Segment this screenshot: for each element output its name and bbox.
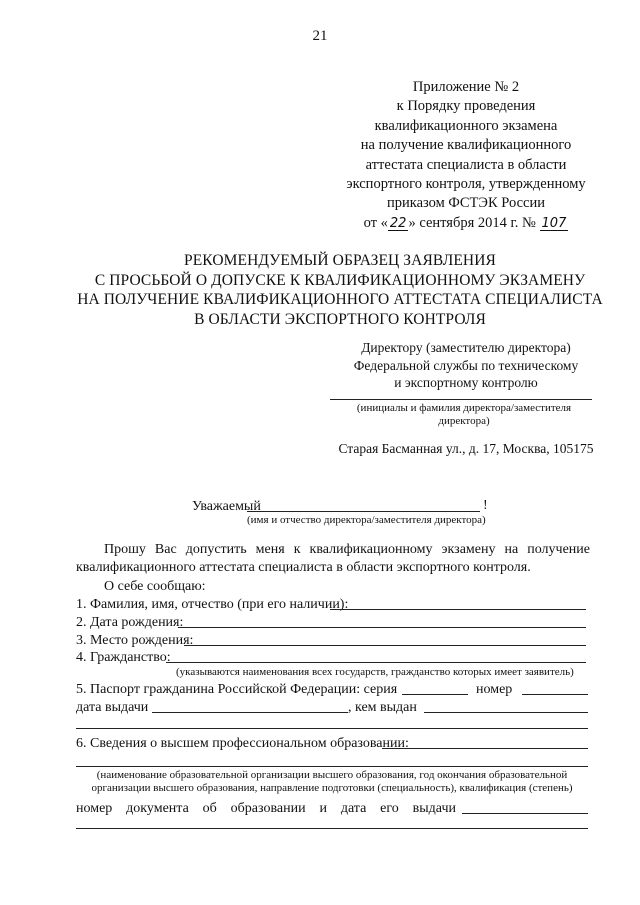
title-line: С ПРОСЬБОЙ О ДОПУСКЕ К КВАЛИФИКАЦИОННОМУ ЭКЗАМЕНУ (94, 271, 586, 289)
salutation-word: Уважаемый (192, 499, 261, 514)
order-number-handwritten: 107 (541, 215, 567, 231)
annex-line: экспортного контроля, утвержденному (346, 176, 586, 193)
education-document-line[interactable] (462, 813, 588, 814)
field-citizenship-line[interactable] (166, 662, 586, 663)
field-education-line-2[interactable] (76, 766, 588, 767)
salutation-hint: (имя и отчество директора/заместителя директора) (247, 514, 486, 526)
annex-line: Приложение № 2 (412, 79, 520, 95)
date-middle: » сентября 2014 г. № (408, 214, 536, 231)
salutation-exclamation: ! (483, 498, 488, 513)
passport-number-label: номер (476, 682, 513, 697)
document-title (40, 251, 640, 329)
passport-number-line[interactable] (522, 694, 588, 695)
passport-issued-by-line-2[interactable] (76, 728, 588, 729)
passport-issued-by-label: , кем выдан (348, 700, 417, 715)
education-hint: (наименование образовательной организации высшего образования, год окончания образовательной организации высшего образования, направление подготовки (специальность), квалификация (степень) (91, 769, 573, 794)
field-birth-place-label: 3. Место рождения: (76, 633, 194, 648)
date-prefix: от « (363, 214, 388, 231)
director-name-line[interactable] (330, 399, 592, 400)
education-document-line-2[interactable] (76, 828, 588, 829)
annex-block (316, 78, 616, 233)
page-number: 21 (312, 28, 328, 44)
field-passport-label: 5. Паспорт гражданина Российской Федерации: серия (76, 682, 398, 697)
education-document-label: номер документа об образовании и дата его выдачи (76, 801, 456, 816)
field-education-label: 6. Сведения о высшем профессиональном образовании: (76, 736, 409, 751)
annex-line: на получение квалификационного (360, 137, 572, 154)
salutation-name-line[interactable] (247, 511, 480, 512)
field-full-name-label: 1. Фамилия, имя, отчество (при его наличии): (76, 597, 349, 612)
annex-date-line (316, 214, 616, 233)
annex-line: аттестата специалиста в области (365, 156, 567, 173)
director-name-hint: (инициалы и фамилия директора/заместителя директора) (356, 402, 572, 427)
date-day-handwritten: 22 (389, 215, 407, 231)
field-education-line[interactable] (382, 748, 588, 749)
about-label: О себе сообщаю: (104, 579, 206, 594)
field-birth-date-line[interactable] (178, 627, 586, 628)
annex-line: к Порядку проведения (396, 98, 536, 115)
addressee-line: Федеральной службы по техническому (353, 357, 579, 373)
passport-issued-by-line[interactable] (424, 712, 588, 713)
field-birth-date-label: 2. Дата рождения: (76, 615, 184, 630)
annex-line: приказом ФСТЭК России (386, 195, 545, 212)
addressee-line: и экспортному контролю (394, 375, 538, 390)
field-citizenship-label: 4. Гражданство: (76, 650, 171, 665)
office-address: Старая Басманная ул., д. 17, Москва, 105175 (338, 441, 594, 456)
addressee-block (328, 339, 604, 392)
passport-issue-date-label: дата выдачи (76, 700, 149, 715)
request-paragraph: Прошу Вас допустить меня к квалификационному экзамену на получение квалификационного аттестата специалиста в области экспортного контроля. (76, 542, 590, 575)
field-full-name-line[interactable] (330, 609, 586, 610)
title-line: РЕКОМЕНДУЕМЫЙ ОБРАЗЕЦ ЗАЯВЛЕНИЯ (184, 252, 496, 269)
citizenship-hint: (указываются наименования всех государств, гражданство которых имеет заявитель) (176, 666, 574, 678)
passport-issue-date-line[interactable] (152, 712, 348, 713)
annex-line: квалификационного экзамена (374, 117, 558, 134)
addressee-line: Директору (заместителю директора) (361, 340, 571, 355)
passport-series-line[interactable] (402, 694, 468, 695)
title-line: В ОБЛАСТИ ЭКСПОРТНОГО КОНТРОЛЯ (194, 310, 486, 328)
title-line: НА ПОЛУЧЕНИЕ КВАЛИФИКАЦИОННОГО АТТЕСТАТА СПЕЦИАЛИСТА (77, 291, 603, 309)
field-birth-place-line[interactable] (184, 645, 586, 646)
